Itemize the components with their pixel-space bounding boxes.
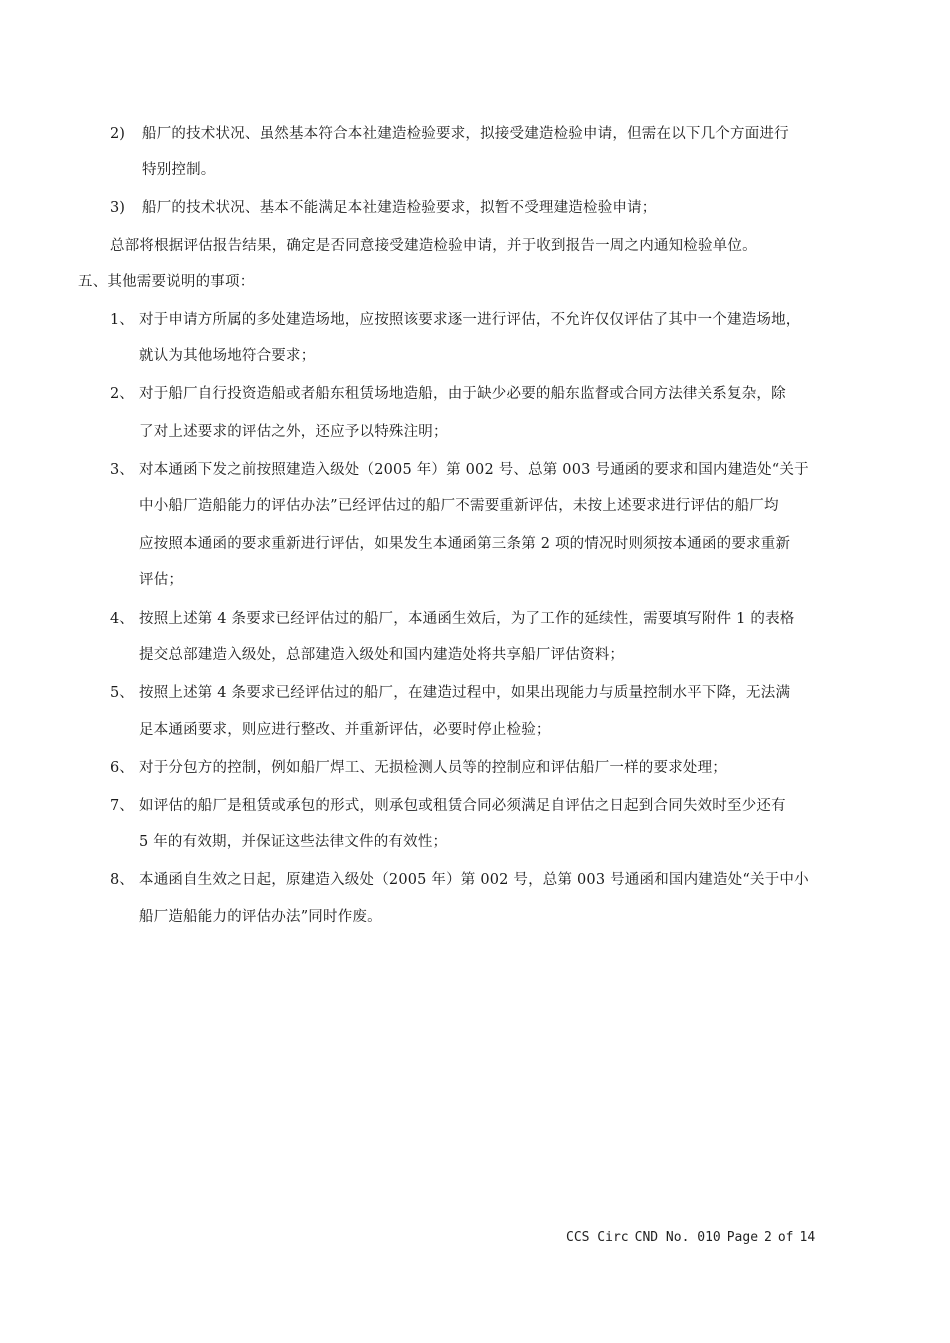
list-item-text: 按照上述第 4 条要求已经评估过的船厂，本通函生效后，为了工作的延续性，需要填写附件 1 的表格 [139, 611, 795, 627]
list-item-text: 本通函自生效之日起，原建造入级处（2005 年）第 002 号，总第 003 号通函和国内建造处“关于中小 [139, 872, 809, 888]
list-item-number: 5、 [110, 685, 134, 701]
list-item-text: 5 年的有效期，并保证这些法律文件的有效性； [139, 834, 448, 850]
list-item-text: 如评估的船厂是租赁或承包的形式，则承包或租赁合同必须满足自评估之日起到合同失效时至少还有 [139, 798, 786, 814]
sub-item-text: 特别控制。 [142, 162, 216, 178]
sub-item-text: 船厂的技术状况、基本不能满足本社建造检验要求，拟暂不受理建造检验申请； [142, 200, 657, 216]
list-item-number: 6、 [110, 760, 134, 776]
list-item-number: 8、 [110, 872, 134, 888]
list-item-text: 按照上述第 4 条要求已经评估过的船厂，在建造过程中，如果出现能力与质量控制水平下降，无法满 [139, 685, 791, 701]
list-item-text: 了对上述要求的评估之外，还应予以特殊注明； [139, 424, 448, 440]
footer-page-total: 14 [799, 1230, 816, 1245]
footer-page-label: Page [726, 1230, 759, 1245]
sub-item-number: 3) [110, 200, 125, 216]
footer-of-label: of [777, 1230, 794, 1245]
summary-paragraph: 总部将根据评估报告结果，确定是否同意接受建造检验申请，并于收到报告一周之内通知检验单位。 [110, 238, 757, 254]
list-item-text: 足本通函要求，则应进行整改、并重新评估，必要时停止检验； [139, 722, 551, 738]
list-item-number: 7、 [110, 798, 134, 814]
list-item-text: 对本通函下发之前按照建造入级处（2005 年）第 002 号、总第 003 号通函的要求和国内建造处“关于 [139, 462, 809, 478]
footer-dept-no: CND No. 010 [634, 1230, 721, 1245]
list-item-number: 1、 [110, 312, 134, 328]
list-item-text: 评估； [139, 572, 184, 588]
sub-item-text: 船厂的技术状况、虽然基本符合本社建造检验要求，拟接受建造检验申请，但需在以下几个方面进行 [142, 126, 789, 142]
list-item-number: 3、 [110, 462, 134, 478]
footer-page-number: 2 [764, 1230, 772, 1245]
footer-doc-id: CCS Circ [566, 1230, 629, 1245]
list-item-number: 4、 [110, 611, 134, 627]
page-footer [566, 1228, 821, 1248]
list-item-text: 提交总部建造入级处，总部建造入级处和国内建造处将共享船厂评估资料； [139, 647, 625, 663]
list-item-text: 对于分包方的控制，例如船厂焊工、无损检测人员等的控制应和评估船厂一样的要求处理； [139, 760, 727, 776]
sub-item-number: 2) [110, 126, 125, 142]
list-item-text: 中小船厂造船能力的评估办法”已经评估过的船厂不需要重新评估，未按上述要求进行评估的船厂均 [139, 498, 779, 514]
list-item-text: 对于船厂自行投资造船或者船东租赁场地造船，由于缺少必要的船东监督或合同方法律关系复杂，除 [139, 386, 786, 402]
list-item-text: 对于申请方所属的多处建造场地，应按照该要求逐一进行评估，不允许仅仅评估了其中一个建造场地， [139, 312, 801, 328]
list-item-text: 船厂造船能力的评估办法”同时作废。 [139, 909, 382, 925]
list-item-text: 就认为其他场地符合要求； [139, 348, 316, 364]
section-heading: 五、其他需要说明的事项： [78, 274, 255, 290]
list-item-text: 应按照本通函的要求重新进行评估，如果发生本通函第三条第 2 项的情况时则须按本通函的要求重新 [139, 536, 791, 552]
list-item-number: 2、 [110, 386, 134, 402]
